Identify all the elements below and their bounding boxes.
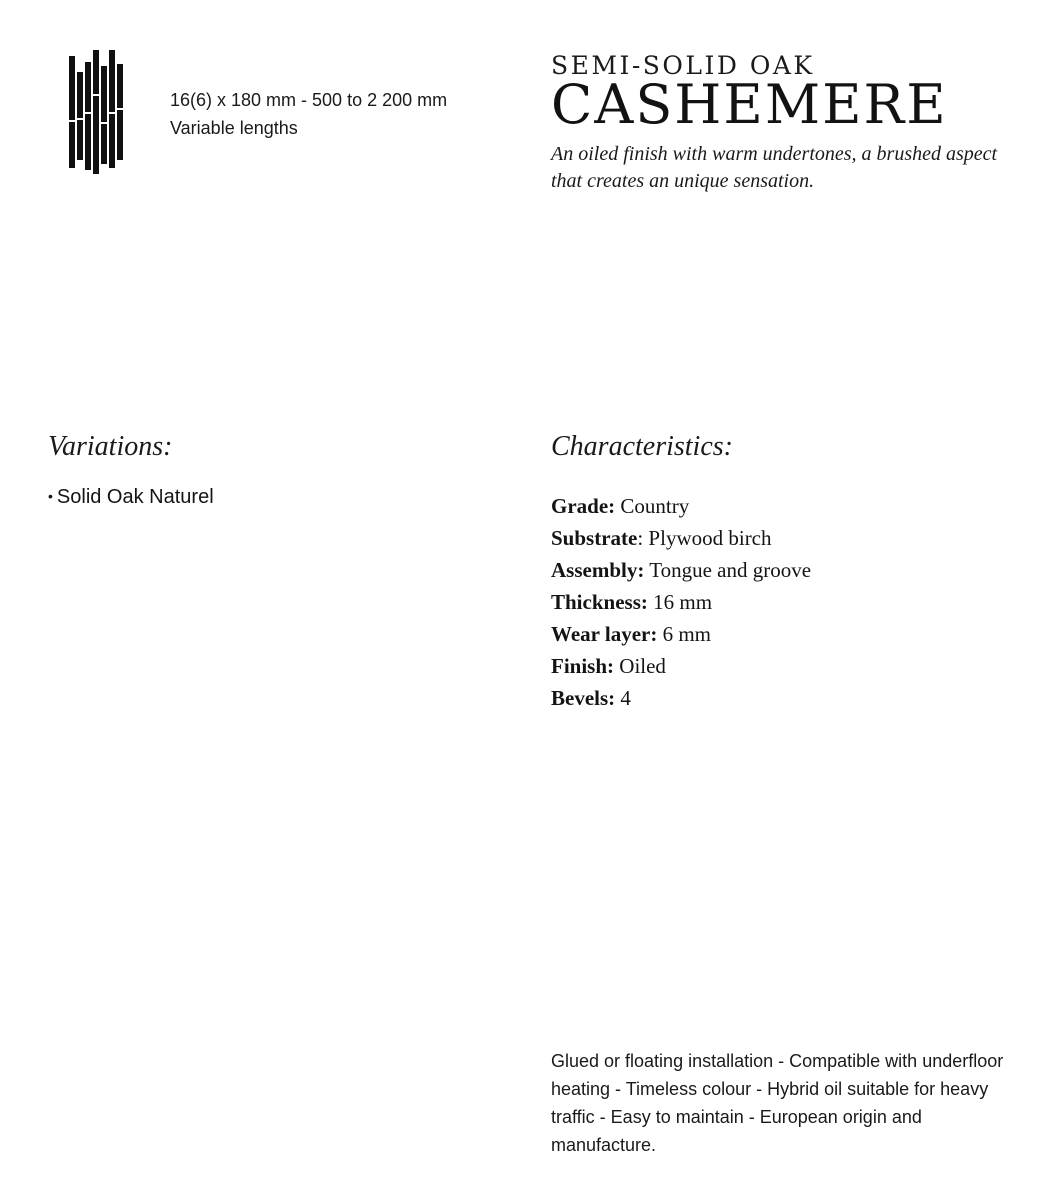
characteristic-grade: [551, 490, 811, 522]
characteristics-list: [551, 490, 811, 714]
characteristic-label: Bevels:: [551, 686, 616, 710]
characteristic-value: Country: [620, 494, 690, 518]
variations-heading: Variations:: [48, 431, 173, 462]
characteristic-label: Assembly:: [551, 558, 645, 582]
characteristic-label: Grade:: [551, 494, 616, 518]
product-description: An oiled finish with warm undertones, a brushed aspect that creates an unique sensation.: [551, 143, 998, 192]
product-title: CASHEMERE: [551, 73, 948, 136]
characteristic-value: : Plywood birch: [637, 526, 772, 550]
characteristic-thickness: [551, 586, 811, 618]
characteristic-substrate: [551, 522, 811, 554]
variation-item: [48, 482, 214, 511]
characteristic-value: Tongue and groove: [649, 558, 812, 582]
features-text: Glued or floating installation - Compatible with underfloor heating - Timeless colour - Hybrid oil suitable for heavy traffic - Easy to maintain - European origin and manufacture.: [551, 1051, 1004, 1155]
plank-pattern-icon: [68, 50, 128, 174]
characteristic-wear-layer: [551, 618, 811, 650]
dimensions-lengths: Variable lengths: [170, 118, 298, 138]
characteristic-bevels: [551, 682, 811, 714]
characteristic-value: Oiled: [619, 654, 666, 678]
variations-list: [48, 482, 214, 511]
dimensions-block: [170, 86, 447, 142]
characteristic-finish: [551, 650, 811, 682]
bullet-icon: •: [48, 488, 53, 504]
variation-label: Solid Oak Naturel: [56, 486, 214, 508]
characteristic-value: 6 mm: [662, 622, 711, 646]
characteristic-label: Wear layer:: [551, 622, 658, 646]
characteristic-label: Thickness:: [551, 590, 648, 614]
characteristic-label: Finish:: [551, 654, 615, 678]
characteristic-assembly: [551, 554, 811, 586]
characteristic-value: 4: [620, 686, 631, 710]
characteristic-value: 16 mm: [653, 590, 713, 614]
dimensions-size: 16(6) x 180 mm - 500 to 2 200 mm: [170, 90, 448, 110]
characteristics-heading: Characteristics:: [551, 431, 733, 462]
product-header: [551, 50, 1011, 195]
characteristic-label: Substrate: [551, 526, 638, 550]
product-subtitle: SEMI-SOLID OAK: [551, 51, 815, 80]
